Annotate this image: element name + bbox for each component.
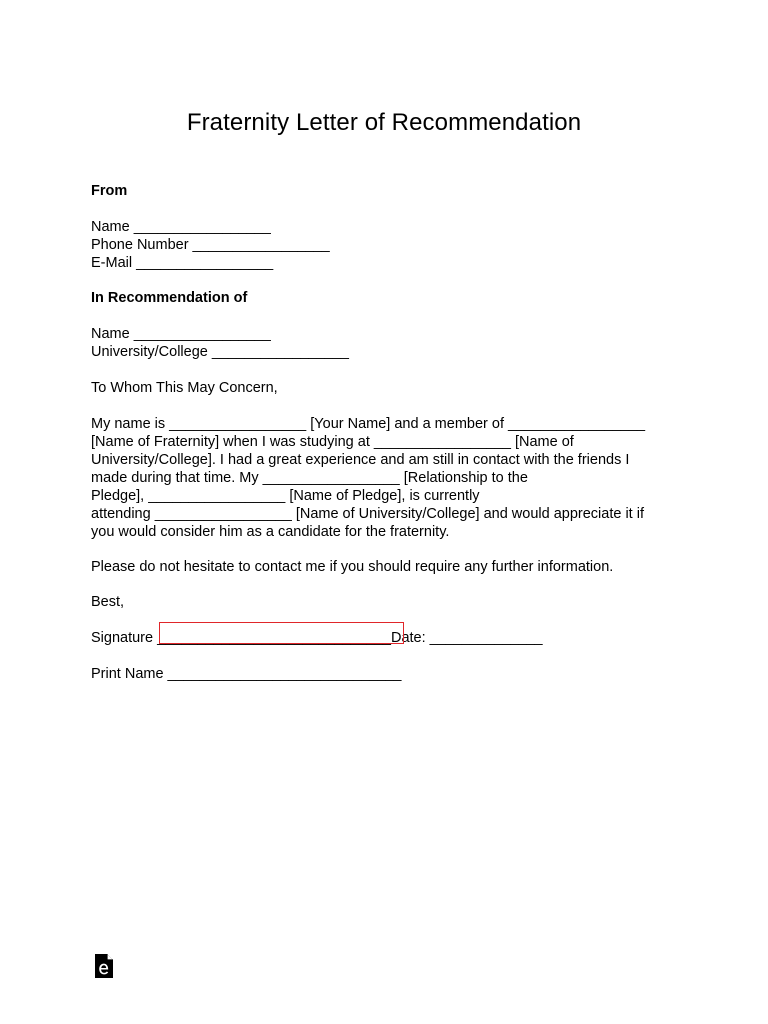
body-line: you would consider him as a candidate for the fraternity.	[91, 524, 450, 540]
document-logo-icon	[94, 953, 114, 979]
pledge-name-line: Name _________________	[91, 326, 271, 342]
print-name-line: Print Name _____________________________	[91, 666, 402, 682]
from-email-line: E-Mail _________________	[91, 255, 274, 271]
sign-off: Best,	[91, 594, 125, 610]
date-line: Date: ______________	[390, 630, 543, 646]
from-heading: From	[91, 183, 128, 199]
recommendation-heading: In Recommendation of	[91, 290, 248, 306]
signature-label: Signature	[91, 630, 154, 646]
signature-blank: _____________________________	[157, 630, 391, 646]
body-line: attending _________________ [Name of University/College] and would appreciate it if	[91, 506, 644, 522]
salutation: To Whom This May Concern,	[91, 380, 278, 396]
body-line: University/College]. I had a great experience and am still in contact with the friends I	[91, 452, 630, 468]
document-title: Fraternity Letter of Recommendation	[186, 109, 582, 136]
from-phone-line: Phone Number _________________	[91, 237, 330, 253]
from-name-line: Name _________________	[91, 219, 271, 235]
body-line: [Name of Fraternity] when I was studying at _________________ [Name of	[91, 434, 574, 450]
body-line: made during that time. My _________________ [Relationship to the	[91, 470, 528, 486]
pledge-university-line: University/College _________________	[91, 344, 349, 360]
closing-line: Please do not hesitate to contact me if you should require any further information.	[91, 559, 614, 575]
body-line: Pledge], _________________ [Name of Pledge], is currently	[91, 488, 480, 504]
signature-field[interactable]	[159, 622, 404, 644]
body-line: My name is _________________ [Your Name] and a member of _________________	[91, 416, 646, 432]
